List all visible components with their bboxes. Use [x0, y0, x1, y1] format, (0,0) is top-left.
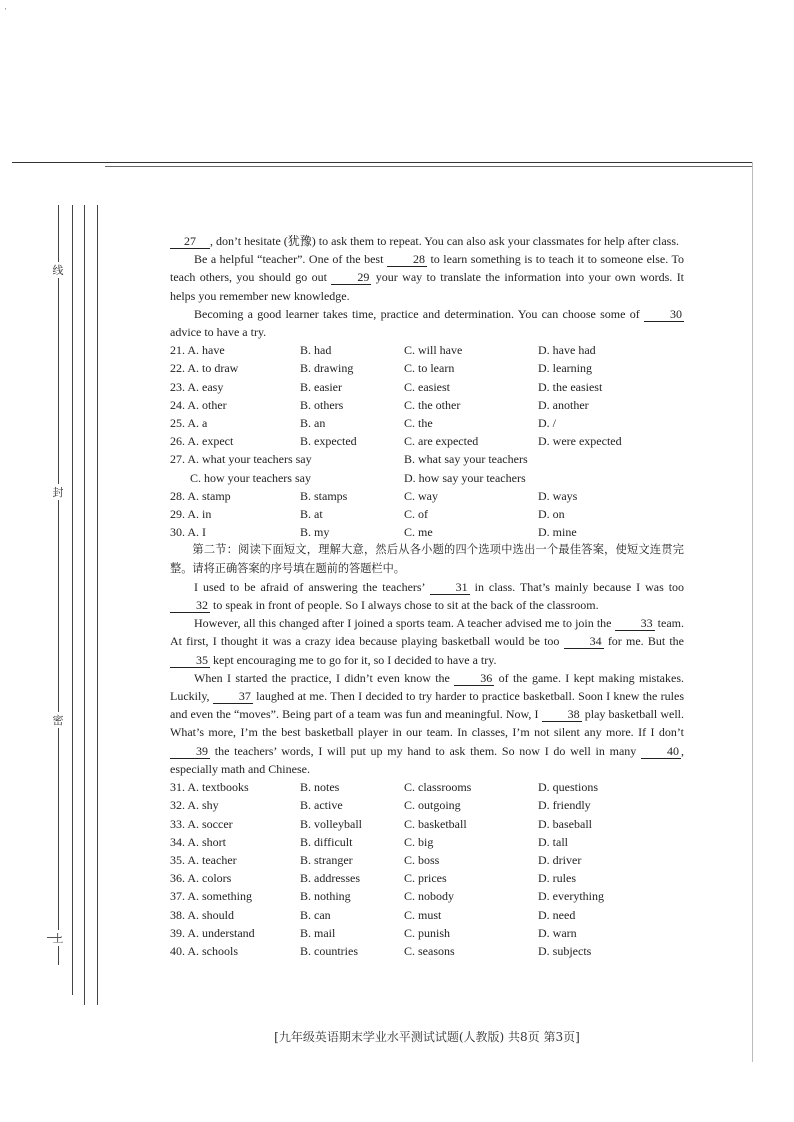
option-c: C. the	[404, 416, 433, 431]
passage-text: , don’t hesitate (犹豫) to ask them to repeat. You can also ask your classmates for help after class.	[210, 234, 679, 248]
option-row	[170, 906, 684, 924]
passage-text: advice to have a try.	[170, 325, 267, 340]
option-c: C. prices	[404, 871, 447, 886]
passage-text: However, all this changed after I joined a sports team. A teacher advised me to join the	[194, 616, 612, 631]
option-a: 36. A. colors	[170, 871, 232, 886]
option-row	[170, 341, 684, 359]
option-d: D. were expected	[538, 434, 622, 449]
options-group-3	[170, 778, 684, 960]
option-b: B. difficult	[300, 834, 353, 849]
option-row	[170, 505, 684, 523]
passage-text: the teachers’ words, I will put up my hand to ask them. So now I do well in many	[214, 743, 637, 758]
option-a: 34. A. short	[170, 834, 227, 849]
option-a: 26. A. expect	[170, 434, 234, 449]
option-a: 35. A. teacher	[170, 852, 237, 867]
option-a: 38. A. should	[170, 907, 235, 922]
option-b: B. mail	[300, 925, 336, 940]
blank-27: 27	[170, 235, 210, 249]
option-d: D. driver	[538, 852, 582, 867]
option-b: B. drawing	[300, 361, 354, 376]
option-a: 37. A. something	[170, 889, 253, 904]
passage2-paragraph1	[170, 578, 684, 614]
option-a: 39. A. understand	[170, 925, 255, 940]
passage-text: team. At first, I thought it was a crazy idea because playing basketball would be too	[170, 616, 684, 649]
blank-28: 28	[387, 253, 427, 267]
option-row	[170, 887, 684, 905]
option-a: 21. A. have	[170, 343, 225, 358]
margin-char-xian: 线	[50, 262, 66, 278]
option-b: B. my	[300, 525, 330, 540]
option-d: D. ways	[538, 488, 578, 503]
option-row	[170, 942, 684, 960]
option-row	[170, 487, 684, 505]
option-row	[170, 378, 684, 396]
option-row	[170, 469, 684, 487]
option-c: C. way	[404, 488, 438, 503]
option-d: D. everything	[538, 889, 604, 904]
page-footer: [九年级英语期末学业水平测试试题(人教版) 共8页 第3页]	[274, 1030, 580, 1044]
option-row	[170, 815, 684, 833]
option-c: C. how your teachers say	[190, 470, 311, 485]
passage-text: of the game. I kept making mistakes. Luckily,	[170, 670, 685, 704]
option-a: 24. A. other	[170, 397, 227, 412]
option-a: 25. A. a	[170, 416, 208, 431]
blank-35: 35	[170, 654, 210, 668]
header-rule	[12, 162, 752, 163]
page-edge	[752, 162, 753, 1062]
blank-31: 31	[430, 581, 470, 595]
passage-text: When I started the practice, I didn’t even know the	[194, 670, 450, 685]
binding-line	[58, 205, 59, 965]
passage-text: I used to be afraid of answering the teachers’	[194, 579, 425, 594]
passage-text: kept encouraging me to go for it, so I decided to have a try.	[213, 652, 497, 667]
passage2-paragraph3	[170, 669, 684, 778]
option-d: D. another	[538, 397, 589, 412]
margin-char-shang: 上	[50, 930, 66, 946]
option-b: B. what say your teachers	[404, 452, 528, 467]
option-a: 29. A. in	[170, 507, 212, 522]
option-d: D. questions	[538, 780, 598, 795]
option-d: D. on	[538, 507, 565, 522]
options-group-1	[170, 341, 684, 541]
option-b: B. countries	[300, 943, 358, 958]
option-b: B. nothing	[300, 889, 351, 904]
option-d: D. friendly	[538, 798, 591, 813]
option-d: D. the easiest	[538, 379, 603, 394]
option-row	[170, 450, 684, 468]
passage-text: for me. But the	[607, 634, 685, 649]
option-row	[170, 833, 684, 851]
option-b: B. addresses	[300, 871, 360, 886]
option-c: C. must	[404, 907, 442, 922]
blank-29: 29	[331, 271, 371, 285]
passage-text: to learn something is to teach it to someone else. To teach others, you should go out	[170, 252, 685, 285]
passage-text: , especially math and Chinese.	[170, 743, 685, 776]
blank-33: 33	[615, 617, 655, 631]
option-a: 22. A. to draw	[170, 361, 239, 376]
blank-39: 39	[170, 745, 210, 759]
option-b: B. active	[300, 798, 343, 813]
option-row	[170, 432, 684, 450]
option-a: 27. A. what your teachers say	[170, 452, 312, 467]
blank-38: 38	[542, 708, 582, 722]
option-a: 32. A. shy	[170, 798, 219, 813]
section-heading: 第二节：阅读下面短文，理解大意，然后从各小题的四个选项中选出一个最佳答案，使短文连贯完整。请将正确答案的序号填在题前的答题栏中。	[170, 543, 684, 575]
option-c: C. the other	[404, 397, 461, 412]
blank-40: 40	[641, 745, 681, 759]
option-c: C. easiest	[404, 379, 450, 394]
option-row	[170, 778, 684, 796]
option-b: B. others	[300, 397, 344, 412]
option-d: D. rules	[538, 871, 576, 886]
passage-text: play basketball well. What’s more, I’m the best basketball player in our team. In classes, I’m not silent any more. If I don’t	[170, 707, 684, 740]
option-row	[170, 796, 684, 814]
option-c: C. me	[404, 525, 433, 540]
option-c: C. outgoing	[404, 798, 461, 813]
option-row	[170, 924, 684, 942]
blank-37: 37	[213, 690, 253, 704]
option-a: 28. A. stamp	[170, 488, 231, 503]
option-b: B. expected	[300, 434, 357, 449]
option-b: B. notes	[300, 780, 340, 795]
option-a: 33. A. soccer	[170, 816, 233, 831]
passage1-paragraph2	[170, 250, 684, 305]
option-row	[170, 396, 684, 414]
option-b: B. at	[300, 507, 323, 522]
margin-char-mi: 密	[50, 712, 66, 728]
option-c: C. will have	[404, 343, 463, 358]
passage-text: Be a helpful “teacher”. One of the best	[194, 252, 384, 267]
margin-char-feng: 封	[50, 484, 66, 500]
option-a: 40. A. schools	[170, 943, 239, 958]
option-a: 31. A. textbooks	[170, 780, 249, 795]
option-row	[170, 359, 684, 377]
option-row	[170, 414, 684, 432]
option-d: D. tall	[538, 834, 568, 849]
option-c: C. big	[404, 834, 434, 849]
passage-text: in class. That’s mainly because I was too	[474, 579, 685, 594]
option-d: D. subjects	[538, 943, 592, 958]
option-b: B. can	[300, 907, 331, 922]
option-d: D. warn	[538, 925, 577, 940]
blank-34: 34	[564, 635, 604, 649]
passage1-paragraph3	[170, 305, 684, 341]
option-c: C. to learn	[404, 361, 455, 376]
margin-dash	[47, 937, 61, 938]
option-c: C. seasons	[404, 943, 455, 958]
option-d: D. how say your teachers	[404, 470, 526, 485]
binding-line	[97, 205, 98, 1005]
option-row	[170, 523, 684, 541]
option-d: D. have had	[538, 343, 596, 358]
exam-content	[170, 232, 684, 960]
blank-36: 36	[454, 672, 494, 686]
passage-text: Becoming a good learner takes time, practice and determination. You can choose some of	[194, 306, 640, 321]
option-a: 30. A. I	[170, 525, 206, 540]
binding-line	[72, 205, 73, 995]
corner-mark: ·	[4, 4, 7, 14]
passage2-paragraph2	[170, 614, 684, 669]
option-row	[170, 851, 684, 869]
option-b: B. an	[300, 416, 326, 431]
header-rule-secondary	[105, 166, 752, 167]
option-c: C. nobody	[404, 889, 455, 904]
option-b: B. stranger	[300, 852, 353, 867]
option-d: D. baseball	[538, 816, 592, 831]
blank-30: 30	[644, 308, 684, 322]
option-c: C. basketball	[404, 816, 467, 831]
option-a: 23. A. easy	[170, 379, 224, 394]
option-c: C. are expected	[404, 434, 479, 449]
option-d: D. /	[538, 416, 556, 431]
option-c: C. of	[404, 507, 428, 522]
option-c: C. boss	[404, 852, 440, 867]
option-row	[170, 869, 684, 887]
passage-text: to speak in front of people. So I always chose to sit at the back of the classroom.	[213, 598, 599, 613]
option-b: B. stamps	[300, 488, 348, 503]
option-c: C. punish	[404, 925, 451, 940]
option-b: B. volleyball	[300, 816, 362, 831]
option-d: D. need	[538, 907, 576, 922]
option-d: D. mine	[538, 525, 577, 540]
blank-32: 32	[170, 599, 210, 613]
passage-text: your way to translate the information into your own words. It helps you remember new knowledge.	[170, 270, 685, 303]
option-d: D. learning	[538, 361, 592, 376]
option-b: B. easier	[300, 379, 342, 394]
option-b: B. had	[300, 343, 332, 358]
option-c: C. classrooms	[404, 780, 472, 795]
passage-text: laughed at me. Then I decided to try harder to practice basketball. Soon I knew the rules and even the “moves”. Being part of a team was fun and meaningful. Now, I	[170, 689, 685, 722]
binding-line	[84, 205, 85, 1005]
passage1-line1	[170, 232, 684, 250]
